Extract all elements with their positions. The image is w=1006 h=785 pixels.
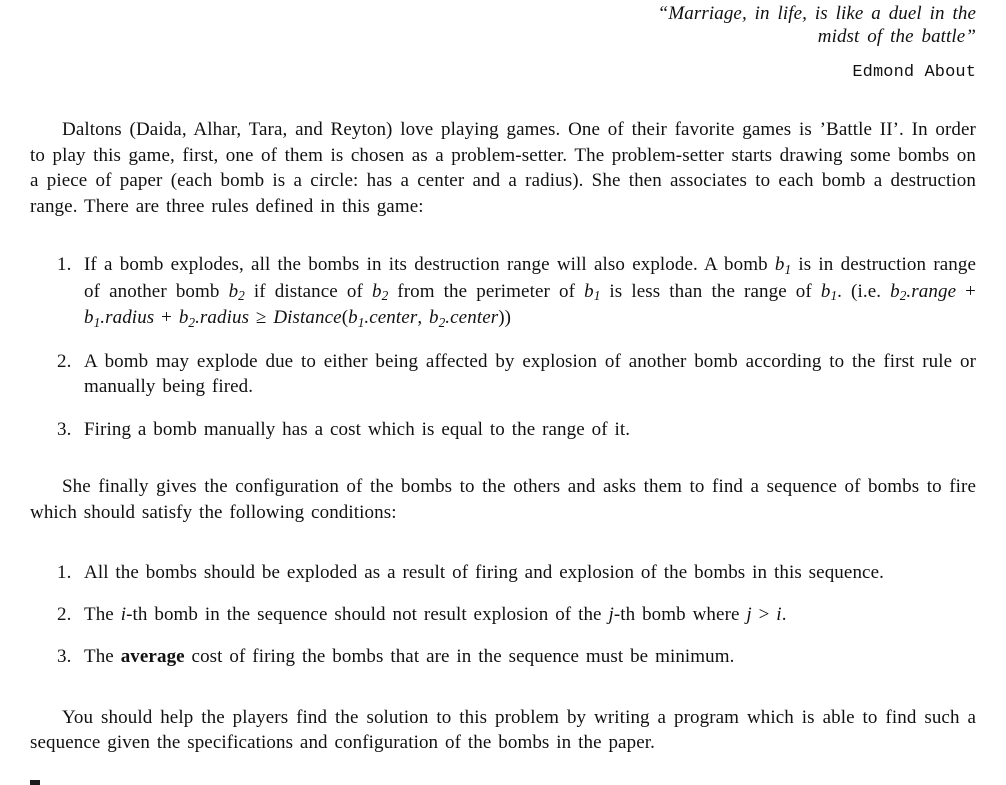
list-item-text: The average cost of firing the bombs that are in the sequence must be minimum. — [84, 646, 735, 667]
list-item-number: 1. — [57, 254, 72, 275]
conditions-list-item-3 — [57, 644, 976, 670]
list-item-text: Firing a bomb manually has a cost which is equal to the range of it. — [84, 418, 631, 440]
list-item-number: 2. — [57, 604, 72, 625]
middle-paragraph: She finally gives the configuration of the bombs to the others and asks them to find a sequence of bombs to fire which should satisfy the following conditions: — [30, 476, 976, 523]
epigraph-quote — [30, 2, 976, 48]
list-item-text: A bomb may explode due to either being affected by explosion of another bomb according to the first rule or manually being fired. — [84, 350, 976, 397]
epigraph-quote-line-2: midst of the battle” — [817, 26, 976, 47]
conditions-list-item-1 — [57, 560, 976, 586]
list-item-text: The i-th bomb in the sequence should not result explosion of the j-th bomb where j > i. — [84, 604, 787, 625]
closing-paragraph: You should help the players find the solution to this problem by writing a program which is able to find such a sequence given the specifications and configuration of the bombs in the paper. — [30, 706, 976, 753]
list-item-text: If a bomb explodes, all the bombs in its destruction range will also explode. A bomb $b_1$ is in destruction range of another bomb $b_2$ if distance of $b_2$ from the perimeter of $b_1$ is less than the range of $b_1$. (i.e. $b_2.range$ + $b_1.radius$ + $b_2.radius$ ≥ $Distance(b_1.center$, $b_2.center$)) — [84, 254, 977, 330]
list-item-number: 3. — [57, 418, 72, 440]
rules-list — [30, 252, 976, 442]
rules-list-item-1 — [57, 252, 977, 332]
rules-list-item-3 — [57, 417, 976, 443]
conditions-list-item-2 — [57, 602, 976, 628]
epigraph-quote-line-1: “Marriage, in life, is like a duel in the — [657, 3, 976, 24]
list-item-text: All the bombs should be exploded as a result of firing and explosion of the bombs in this sequence. — [84, 562, 884, 583]
cutoff-heading-fragment — [30, 780, 40, 785]
list-item-number: 3. — [57, 646, 72, 667]
epigraph-attribution: Edmond About — [852, 63, 976, 82]
rules-list-item-2 — [57, 349, 976, 400]
list-item-number: 2. — [57, 350, 72, 372]
conditions-list — [30, 560, 976, 670]
intro-paragraph: Daltons (Daida, Alhar, Tara, and Reyton) love playing games. One of their favorite games is ’Battle II’. In order to play this game, first, one of them is chosen as a problem-setter. The problem-setter starts drawing some bombs on a piece of paper (each bomb is a circle: has a center and a radius). She then associates to each bomb a destruction range. There are three rules defined in this game: — [30, 119, 976, 217]
list-item-number: 1. — [57, 562, 72, 583]
